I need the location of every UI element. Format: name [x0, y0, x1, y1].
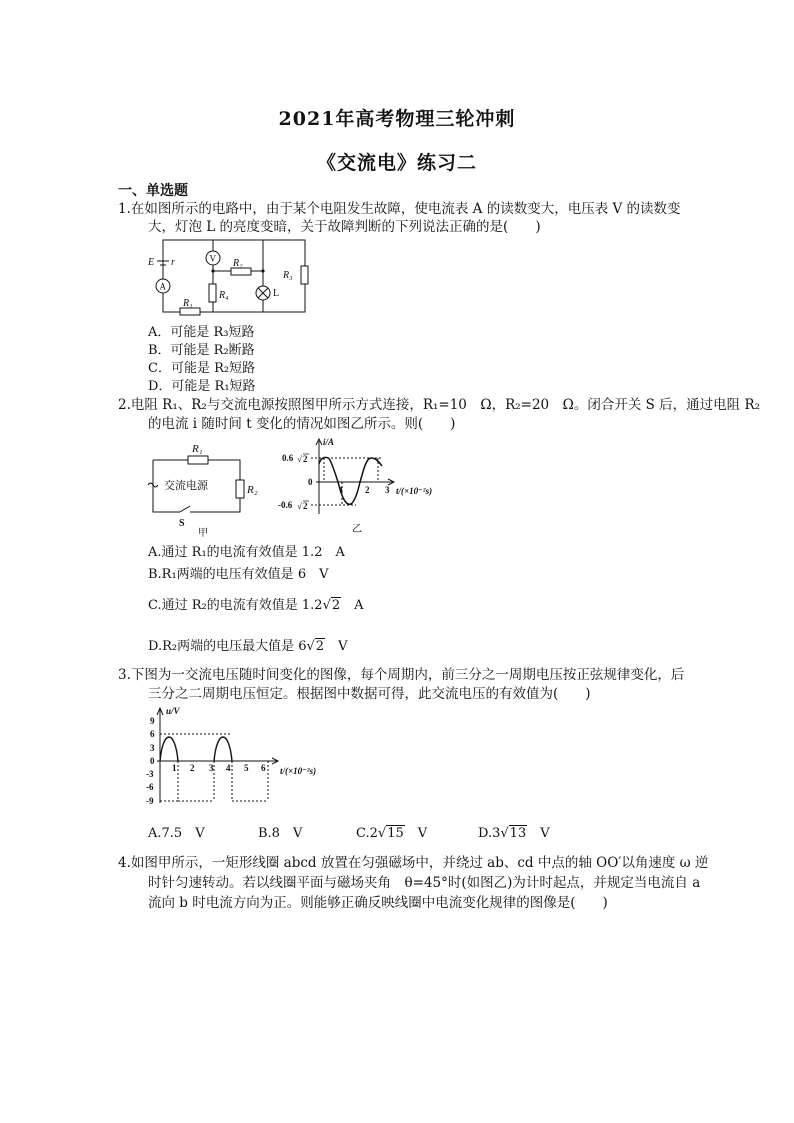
label-a: A: [159, 281, 166, 292]
sqrt-sign: √: [322, 598, 331, 613]
q2-option-c-unit: A: [341, 598, 364, 613]
label-r: r: [171, 257, 175, 268]
y-tick-minus9: -9: [146, 796, 154, 806]
q2-option-b: B.R₁两端的电压有效值是 6 V: [148, 567, 329, 582]
y-axis-label: u/V: [166, 706, 180, 716]
q2-stem-line2: 的电流 i 随时间 t 变化的情况如图乙所示。则( ): [148, 416, 456, 432]
q1-option-b: B．可能是 R₂断路: [148, 343, 255, 358]
page-title: 2021年高考物理三轮冲刺: [278, 108, 516, 130]
q3-option-d-unit: V: [527, 826, 550, 841]
sqrt-sign: √: [500, 826, 509, 841]
y-tick-9: 9: [150, 716, 155, 726]
y-tick-0: 0: [150, 756, 155, 766]
q1-option-a: A．可能是 R₃短路: [148, 325, 255, 340]
sine-hump-2: [214, 737, 232, 761]
y-tick-6: 6: [150, 729, 155, 739]
q2-stem-line1: 2.电阻 R₁、R₂与交流电源按照图甲所示方式连接，R₁=10 Ω，R₂=20 Ω。闭合开关 S 后，通过电阻 R₂: [118, 397, 761, 413]
resistor-r2: [236, 480, 244, 498]
x-axis-label: t/(×10⁻²s): [280, 766, 317, 776]
q1-stem-line1: 1.在如图所示的电路中，由于某个电阻发生故障，使电流表 A 的读数变大，电压表 V 的读数变: [118, 201, 681, 217]
label-r1: R₁: [183, 298, 193, 309]
x-tick-5: 5: [244, 763, 249, 773]
x-tick-2: 2: [365, 485, 370, 495]
q2-option-d-unit: V: [325, 639, 348, 654]
sine-hump-1: [160, 737, 178, 761]
q2-option-c: [148, 594, 364, 613]
q2-option-d-text: D.R₂两端的电压最大值是 6: [148, 639, 307, 654]
q4-stem-line2: 时针匀速转动。若以线圈平面与磁场夹角 θ=45°时(如图乙)为计时起点，并规定当电流自 a: [148, 875, 701, 891]
sqrt-sign: √: [377, 826, 387, 841]
resistor-r3: [301, 266, 308, 284]
switch-s: [180, 506, 190, 512]
y-tick-zero: 0: [308, 477, 313, 487]
x-tick-2: 2: [190, 763, 195, 773]
y-tick-bottom-sqrt: √: [297, 501, 302, 511]
y-tick-top: 0.6: [282, 453, 294, 463]
q1-option-d: D．可能是 R₁短路: [148, 379, 256, 394]
section-heading: 一、单选题: [118, 183, 188, 199]
label-r2: R₂: [233, 258, 243, 269]
q2-option-d: [148, 635, 347, 654]
q3-option-c-unit: V: [404, 826, 428, 841]
current-curve: [319, 457, 382, 504]
q2-option-d-radicand: 2: [315, 639, 325, 654]
q2-figure-yi: [276, 436, 472, 540]
resistor-r1: [180, 308, 200, 315]
resistor-r2: [231, 268, 251, 275]
x-tick-1: 1: [172, 763, 177, 773]
q3-option-a: A.7.5 V: [148, 826, 205, 841]
caption-yi: 乙: [352, 524, 362, 535]
x-tick-3: 3: [209, 763, 214, 773]
label-r2: R₂: [247, 484, 258, 496]
q3-option-c-radicand: 15: [387, 826, 404, 841]
y-tick-minus3: -3: [146, 769, 154, 779]
y-tick-3: 3: [150, 743, 155, 753]
x-tick-4: 4: [226, 763, 231, 773]
label-e: E: [148, 257, 155, 268]
q3-stem-line1: 3.下图为一交流电压随时间变化的图像，每个周期内，前三分之一周期电压按正弦规律变化，后: [118, 667, 685, 683]
junction-dot: [211, 269, 214, 272]
page-subtitle: 《交流电》练习二: [316, 152, 477, 174]
y-tick-top-sqrt: √: [297, 454, 302, 464]
q1-circuit-diagram: [145, 236, 315, 318]
q3-option-c-text: C.2: [356, 826, 378, 841]
label-r3: R₃: [283, 270, 293, 281]
q2-option-c-text: C.通过 R₂的电流有效值是 1.2: [148, 598, 323, 613]
resistor-r4: [209, 284, 216, 302]
q3-option-b: B.8 V: [258, 826, 303, 841]
junction-dot: [261, 269, 264, 272]
q3-option-d-text: D.3: [478, 826, 501, 841]
x-axis-label: t/(×10⁻²s): [396, 486, 433, 496]
q3-stem-line2: 三分之二周期电压恒定。根据图中数据可得，此交流电压的有效值为( ): [148, 686, 591, 702]
y-tick-top-radicand: 2: [303, 454, 308, 464]
q2-figure-jia: [140, 440, 270, 540]
q3-option-d: [478, 822, 550, 841]
resistor-r1: [188, 456, 208, 464]
label-r4: R₄: [219, 290, 229, 301]
y-axis-label: i/A: [323, 437, 335, 447]
label-r1: R₁: [192, 443, 203, 455]
q1-stem-line2: 大，灯泡 L 的亮度变暗，关于故障判断的下列说法正确的是( ): [148, 219, 541, 235]
sqrt-sign: √: [306, 639, 315, 654]
label-ac-source: 交流电源: [164, 480, 208, 492]
label-s: S: [179, 518, 185, 529]
caption-jia: 甲: [198, 528, 208, 539]
q3-option-c: [356, 822, 427, 841]
y-tick-minus6: -6: [146, 782, 154, 792]
x-tick-1: 1: [339, 485, 344, 495]
y-tick-bottom: -0.6: [278, 500, 293, 510]
q2-option-c-radicand: 2: [331, 598, 341, 613]
q2-option-a: A.通过 R₁的电流有效值是 1.2 A: [148, 545, 345, 560]
q4-stem-line3: 流向 b 时电流方向为正。则能够正确反映线圈中电流变化规律的图像是( ): [148, 895, 608, 911]
q4-stem-line1: 4.如图甲所示，一矩形线圈 abcd 放置在匀强磁场中，并绕过 ab、cd 中点的轴 OO′以角速度 ω 逆: [118, 855, 709, 871]
x-tick-6: 6: [261, 763, 266, 773]
y-tick-bottom-radicand: 2: [303, 501, 308, 511]
x-tick-3: 3: [385, 485, 390, 495]
q3-voltage-graph: [140, 703, 330, 808]
q3-option-d-radicand: 13: [509, 826, 527, 841]
label-l: L: [273, 288, 280, 299]
label-v: V: [209, 253, 216, 264]
q1-option-c: C．可能是 R₂短路: [148, 361, 256, 376]
